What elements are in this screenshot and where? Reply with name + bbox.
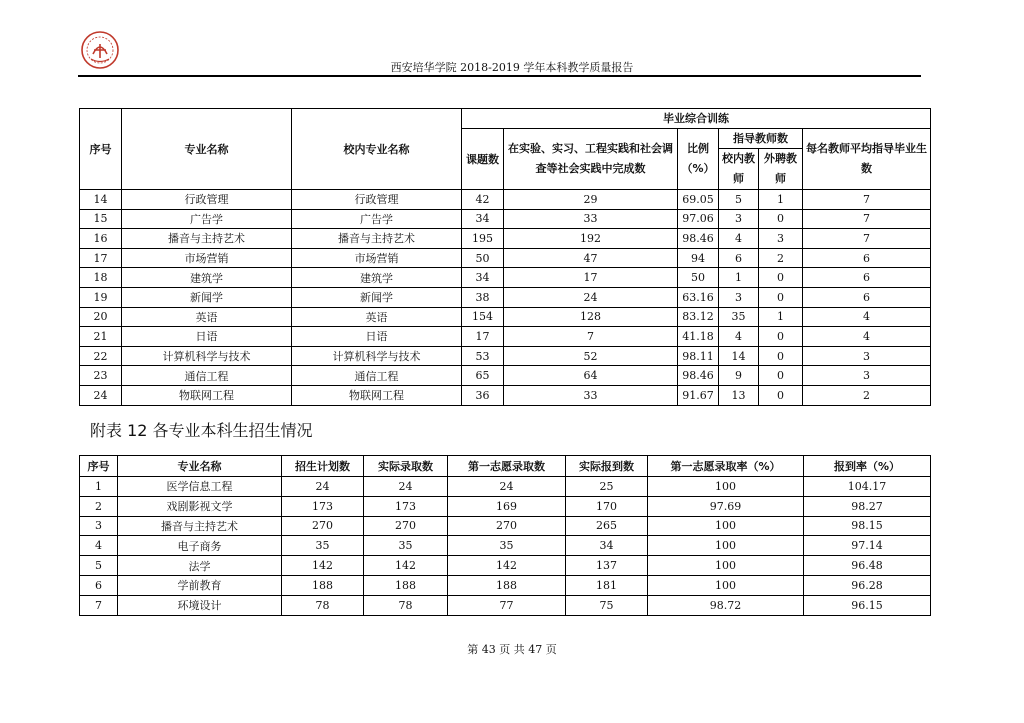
page-number: 第 43 页 共 47 页 bbox=[467, 643, 557, 656]
table-cell: 36 bbox=[462, 385, 504, 405]
table-cell: 戏剧影视文学 bbox=[118, 496, 282, 516]
column-header: 序号 bbox=[80, 456, 118, 477]
column-header: 第一志愿录取数 bbox=[448, 456, 566, 477]
table-cell: 1 bbox=[759, 190, 803, 210]
table-cell: 188 bbox=[282, 575, 364, 595]
col-major: 专业名称 bbox=[122, 109, 292, 190]
table-cell: 3 bbox=[719, 287, 759, 307]
table-cell: 新闻学 bbox=[292, 287, 462, 307]
table-cell: 34 bbox=[566, 536, 648, 556]
table-row bbox=[80, 516, 931, 536]
table-row bbox=[80, 190, 931, 210]
table-row bbox=[80, 556, 931, 576]
table-cell: 18 bbox=[80, 268, 122, 288]
col-ratio: 比例（%） bbox=[678, 129, 719, 190]
table-cell: 100 bbox=[648, 477, 804, 497]
table-cell: 5 bbox=[80, 556, 118, 576]
table-cell: 学前教育 bbox=[118, 575, 282, 595]
table-cell: 75 bbox=[566, 595, 648, 615]
table-row bbox=[80, 229, 931, 249]
table-cell: 65 bbox=[462, 366, 504, 386]
table-cell: 35 bbox=[364, 536, 448, 556]
table-cell: 7 bbox=[803, 209, 931, 229]
table-cell: 170 bbox=[566, 496, 648, 516]
table-cell: 270 bbox=[364, 516, 448, 536]
table-cell: 英语 bbox=[122, 307, 292, 327]
table-cell: 7 bbox=[803, 190, 931, 210]
table-cell: 21 bbox=[80, 327, 122, 347]
table-cell: 4 bbox=[719, 229, 759, 249]
table-row bbox=[80, 366, 931, 386]
table-cell: 24 bbox=[282, 477, 364, 497]
table-cell: 142 bbox=[448, 556, 566, 576]
table-cell: 100 bbox=[648, 536, 804, 556]
table-cell: 3 bbox=[80, 516, 118, 536]
table-cell: 医学信息工程 bbox=[118, 477, 282, 497]
table-cell: 128 bbox=[504, 307, 678, 327]
col-avg-per-teacher: 每名教师平均指导毕业生数 bbox=[803, 129, 931, 190]
col-group-graduation-training: 毕业综合训练 bbox=[462, 109, 931, 129]
table-cell: 169 bbox=[448, 496, 566, 516]
table-cell: 建筑学 bbox=[122, 268, 292, 288]
table-cell: 法学 bbox=[118, 556, 282, 576]
table-cell: 97.06 bbox=[678, 209, 719, 229]
column-header: 专业名称 bbox=[118, 456, 282, 477]
table-cell: 1 bbox=[80, 477, 118, 497]
table-row bbox=[80, 307, 931, 327]
table-cell: 3 bbox=[759, 229, 803, 249]
table-cell: 市场营销 bbox=[122, 248, 292, 268]
table-cell: 4 bbox=[803, 307, 931, 327]
table-cell: 78 bbox=[282, 595, 364, 615]
table-cell: 3 bbox=[803, 366, 931, 386]
table-cell: 0 bbox=[759, 287, 803, 307]
table-cell: 83.12 bbox=[678, 307, 719, 327]
table-cell: 52 bbox=[504, 346, 678, 366]
table-cell: 38 bbox=[462, 287, 504, 307]
table-cell: 3 bbox=[719, 209, 759, 229]
table-cell: 41.18 bbox=[678, 327, 719, 347]
table-cell: 53 bbox=[462, 346, 504, 366]
table-cell: 63.16 bbox=[678, 287, 719, 307]
table-cell: 播音与主持艺术 bbox=[118, 516, 282, 536]
table-cell: 14 bbox=[719, 346, 759, 366]
table-cell: 25 bbox=[566, 477, 648, 497]
table-row bbox=[80, 209, 931, 229]
table-cell: 物联网工程 bbox=[292, 385, 462, 405]
table-cell: 100 bbox=[648, 556, 804, 576]
table-cell: 0 bbox=[759, 346, 803, 366]
table-cell: 通信工程 bbox=[122, 366, 292, 386]
table-cell: 7 bbox=[504, 327, 678, 347]
table-cell: 0 bbox=[759, 268, 803, 288]
table-cell: 日语 bbox=[292, 327, 462, 347]
col-advisors: 指导教师数 bbox=[719, 129, 803, 149]
table-cell: 广告学 bbox=[292, 209, 462, 229]
table-cell: 计算机科学与技术 bbox=[292, 346, 462, 366]
table-row bbox=[80, 536, 931, 556]
table-cell: 91.67 bbox=[678, 385, 719, 405]
table-cell: 4 bbox=[719, 327, 759, 347]
table-cell: 3 bbox=[803, 346, 931, 366]
table-cell: 播音与主持艺术 bbox=[122, 229, 292, 249]
header-divider bbox=[78, 75, 921, 77]
table-cell: 69.05 bbox=[678, 190, 719, 210]
table-cell: 34 bbox=[462, 209, 504, 229]
table-cell: 6 bbox=[803, 287, 931, 307]
table-cell: 98.27 bbox=[804, 496, 931, 516]
table-row bbox=[80, 248, 931, 268]
table-row bbox=[80, 477, 931, 497]
table-cell: 播音与主持艺术 bbox=[292, 229, 462, 249]
column-header: 招生计划数 bbox=[282, 456, 364, 477]
table-cell: 154 bbox=[462, 307, 504, 327]
enrollment-table bbox=[79, 455, 931, 616]
table-cell: 24 bbox=[448, 477, 566, 497]
table-cell: 173 bbox=[282, 496, 364, 516]
table-cell: 日语 bbox=[122, 327, 292, 347]
table-cell: 电子商务 bbox=[118, 536, 282, 556]
table-cell: 0 bbox=[759, 327, 803, 347]
table-cell: 33 bbox=[504, 385, 678, 405]
table-cell: 4 bbox=[803, 327, 931, 347]
table-cell: 97.14 bbox=[804, 536, 931, 556]
table-cell: 22 bbox=[80, 346, 122, 366]
table-cell: 计算机科学与技术 bbox=[122, 346, 292, 366]
table-cell: 50 bbox=[462, 248, 504, 268]
table2-caption: 附表 12 各专业本科生招生情况 bbox=[90, 421, 313, 440]
table-cell: 100 bbox=[648, 575, 804, 595]
table-cell: 1 bbox=[719, 268, 759, 288]
table-cell: 4 bbox=[80, 536, 118, 556]
table-cell: 7 bbox=[80, 595, 118, 615]
table-cell: 17 bbox=[462, 327, 504, 347]
table-row bbox=[80, 496, 931, 516]
table-cell: 6 bbox=[803, 248, 931, 268]
table-cell: 通信工程 bbox=[292, 366, 462, 386]
table-cell: 市场营销 bbox=[292, 248, 462, 268]
col-school-major: 校内专业名称 bbox=[292, 109, 462, 190]
table-cell: 34 bbox=[462, 268, 504, 288]
table-cell: 2 bbox=[80, 496, 118, 516]
table-row bbox=[80, 385, 931, 405]
table-cell: 5 bbox=[719, 190, 759, 210]
column-header: 第一志愿录取率（%） bbox=[648, 456, 804, 477]
table-cell: 270 bbox=[282, 516, 364, 536]
table-row bbox=[80, 287, 931, 307]
table-cell: 78 bbox=[364, 595, 448, 615]
table-cell: 13 bbox=[719, 385, 759, 405]
table-cell: 20 bbox=[80, 307, 122, 327]
col-external-teachers: 外聘教师 bbox=[759, 149, 803, 190]
table-cell: 17 bbox=[80, 248, 122, 268]
table-cell: 137 bbox=[566, 556, 648, 576]
table-cell: 96.15 bbox=[804, 595, 931, 615]
table-row bbox=[80, 575, 931, 595]
table-cell: 98.46 bbox=[678, 229, 719, 249]
col-internal-teachers: 校内教师 bbox=[719, 149, 759, 190]
table-cell: 15 bbox=[80, 209, 122, 229]
table-cell: 17 bbox=[504, 268, 678, 288]
table-cell: 6 bbox=[80, 575, 118, 595]
table-cell: 23 bbox=[80, 366, 122, 386]
table-cell: 35 bbox=[448, 536, 566, 556]
table-cell: 新闻学 bbox=[122, 287, 292, 307]
table-cell: 环境设计 bbox=[118, 595, 282, 615]
page-header-title: 西安培华学院 2018-2019 学年本科教学质量报告 bbox=[390, 61, 634, 74]
table-cell: 行政管理 bbox=[292, 190, 462, 210]
table-row bbox=[80, 595, 931, 615]
table-cell: 98.11 bbox=[678, 346, 719, 366]
table-cell: 2 bbox=[803, 385, 931, 405]
table-cell: 270 bbox=[448, 516, 566, 536]
table-cell: 24 bbox=[504, 287, 678, 307]
table-cell: 6 bbox=[803, 268, 931, 288]
table-cell: 47 bbox=[504, 248, 678, 268]
table-cell: 29 bbox=[504, 190, 678, 210]
table-cell: 1 bbox=[759, 307, 803, 327]
table-cell: 94 bbox=[678, 248, 719, 268]
table-cell: 97.69 bbox=[648, 496, 804, 516]
table-cell: 广告学 bbox=[122, 209, 292, 229]
table-cell: 96.28 bbox=[804, 575, 931, 595]
table-row bbox=[80, 327, 931, 347]
column-header: 实际报到数 bbox=[566, 456, 648, 477]
table-cell: 192 bbox=[504, 229, 678, 249]
table-cell: 195 bbox=[462, 229, 504, 249]
table-cell: 98.46 bbox=[678, 366, 719, 386]
table-cell: 19 bbox=[80, 287, 122, 307]
col-practice-completed: 在实验、实习、工程实践和社会调查等社会实践中完成数 bbox=[504, 129, 678, 190]
table-cell: 35 bbox=[282, 536, 364, 556]
col-topics: 课题数 bbox=[462, 129, 504, 190]
table-cell: 77 bbox=[448, 595, 566, 615]
table-cell: 行政管理 bbox=[122, 190, 292, 210]
table-cell: 英语 bbox=[292, 307, 462, 327]
table-cell: 14 bbox=[80, 190, 122, 210]
table-cell: 188 bbox=[448, 575, 566, 595]
table-cell: 142 bbox=[364, 556, 448, 576]
table-cell: 35 bbox=[719, 307, 759, 327]
column-header: 实际录取数 bbox=[364, 456, 448, 477]
table-cell: 0 bbox=[759, 366, 803, 386]
table-cell: 64 bbox=[504, 366, 678, 386]
table-cell: 173 bbox=[364, 496, 448, 516]
table-cell: 98.72 bbox=[648, 595, 804, 615]
table-cell: 24 bbox=[80, 385, 122, 405]
col-seq: 序号 bbox=[80, 109, 122, 190]
column-header: 报到率（%） bbox=[804, 456, 931, 477]
table-cell: 6 bbox=[719, 248, 759, 268]
table-cell: 物联网工程 bbox=[122, 385, 292, 405]
table-cell: 16 bbox=[80, 229, 122, 249]
table-cell: 42 bbox=[462, 190, 504, 210]
table-cell: 188 bbox=[364, 575, 448, 595]
table-cell: 0 bbox=[759, 209, 803, 229]
table-cell: 104.17 bbox=[804, 477, 931, 497]
table-cell: 96.48 bbox=[804, 556, 931, 576]
table-cell: 181 bbox=[566, 575, 648, 595]
graduation-training-table bbox=[79, 108, 931, 406]
table-row bbox=[80, 346, 931, 366]
table-cell: 50 bbox=[678, 268, 719, 288]
table-row bbox=[80, 268, 931, 288]
table-cell: 265 bbox=[566, 516, 648, 536]
table-cell: 33 bbox=[504, 209, 678, 229]
table-cell: 100 bbox=[648, 516, 804, 536]
table-cell: 7 bbox=[803, 229, 931, 249]
table-cell: 0 bbox=[759, 385, 803, 405]
table-cell: 建筑学 bbox=[292, 268, 462, 288]
table-cell: 24 bbox=[364, 477, 448, 497]
table-cell: 142 bbox=[282, 556, 364, 576]
table-cell: 98.15 bbox=[804, 516, 931, 536]
table-cell: 9 bbox=[719, 366, 759, 386]
table-cell: 2 bbox=[759, 248, 803, 268]
